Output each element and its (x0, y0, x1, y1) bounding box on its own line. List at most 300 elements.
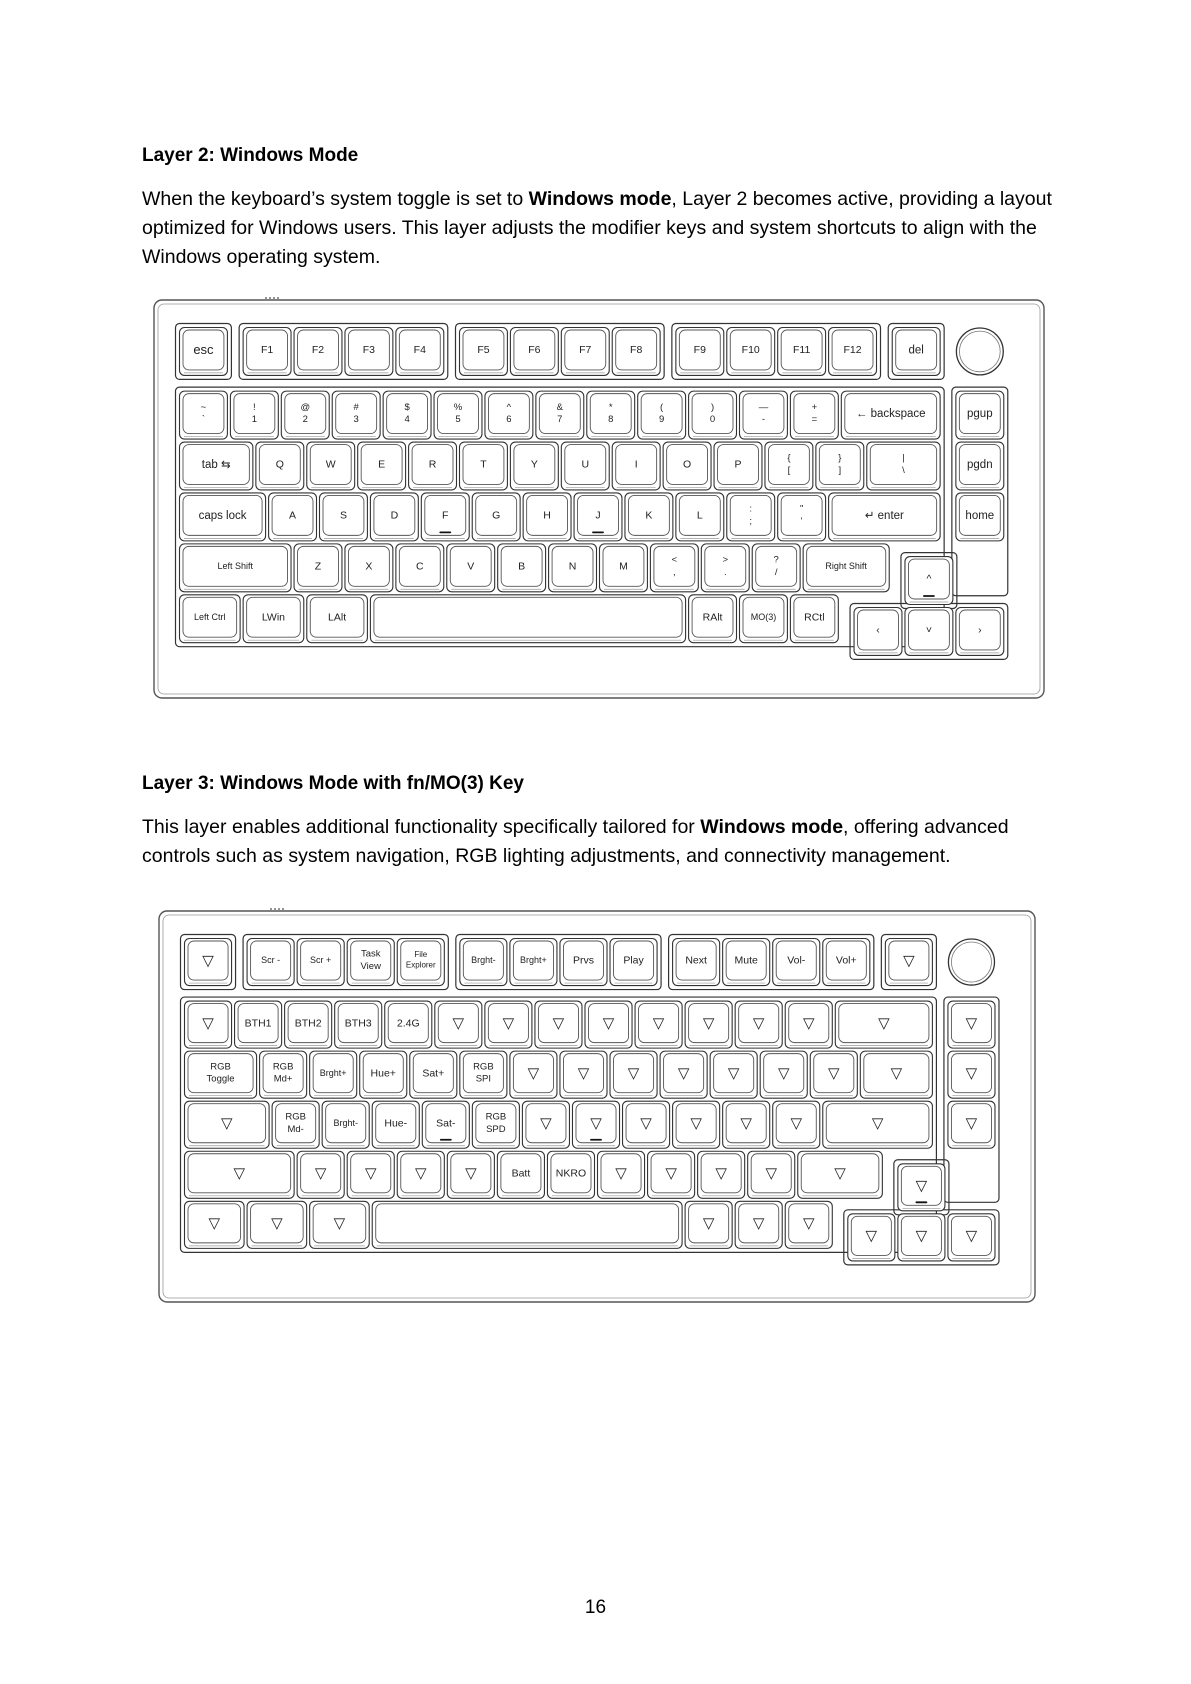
key-symbol (905, 557, 953, 605)
key-symbol (948, 1214, 995, 1261)
key-f9 (676, 328, 724, 376)
key-legend: ▽ (677, 1064, 690, 1082)
key-legend: ▽ (615, 1165, 627, 1183)
key-legend: & (556, 401, 563, 413)
key-brght (510, 939, 557, 986)
key-f12 (829, 328, 877, 376)
key-legend: pgdn (967, 459, 993, 472)
key-legend: F (442, 509, 449, 522)
key-legend: % (453, 401, 463, 413)
emphasis-text: Windows mode (528, 188, 672, 210)
key-symbol (835, 1001, 932, 1048)
key-symbol (885, 939, 932, 986)
key-legend: 5 (455, 414, 461, 426)
rotary-knob (956, 328, 1003, 375)
key-legend: ▽ (890, 1064, 903, 1082)
key-batt (497, 1151, 544, 1198)
key-symbol (598, 1151, 645, 1198)
key-x (345, 544, 393, 592)
key-f8 (612, 328, 660, 376)
key-legend: 2.4G (396, 1017, 420, 1030)
key-symbol (185, 1101, 270, 1148)
key-legend: RGB (485, 1111, 507, 1123)
key-symbol (685, 1201, 732, 1248)
key-sat (410, 1051, 457, 1098)
key-legend: F5 (477, 344, 490, 357)
key-legend: E (378, 458, 386, 471)
key-legend: > (722, 554, 729, 566)
key-legend: F7 (579, 344, 592, 357)
key-legend: Brght- (333, 1117, 358, 1128)
key-f2 (294, 328, 342, 376)
key-legend: tab ⇆ (201, 459, 231, 472)
key-legend: BTH1 (244, 1017, 272, 1030)
key-f1 (243, 328, 291, 376)
key-symbol (810, 1051, 857, 1098)
key-legend: ▽ (202, 1014, 214, 1032)
key-nkro (547, 1151, 594, 1198)
key-hue (372, 1101, 419, 1148)
key-symbol (790, 391, 838, 439)
key-legend: ▽ (271, 1215, 283, 1233)
key-6 (485, 391, 533, 439)
key-legend: Vol- (787, 954, 806, 967)
key-symbol (765, 442, 813, 490)
key-legend: ) (710, 401, 715, 413)
key-legend: Brght+ (319, 1067, 347, 1078)
key-symbol (905, 608, 953, 656)
key-legend: View (360, 961, 381, 973)
key-legend: ▽ (965, 1014, 978, 1032)
key-legend: ? (773, 554, 779, 566)
key-legend: RGB (210, 1061, 231, 1073)
key-legend: I (634, 458, 638, 471)
key-legend: F1 (260, 344, 274, 357)
key-lwin (243, 595, 304, 643)
key-right-shift (803, 544, 889, 592)
key-p (714, 442, 762, 490)
key-symbol (710, 1051, 757, 1098)
key-ralt (689, 595, 737, 643)
key-legend: L (696, 509, 703, 522)
key-g (472, 493, 520, 541)
key-symbol (297, 1151, 344, 1198)
key-symbol (948, 1001, 995, 1048)
key-symbol (685, 1001, 732, 1048)
key-legend: P (734, 458, 742, 471)
key-symbol (898, 1214, 945, 1261)
key-symbol (447, 1151, 494, 1198)
key-symbol (660, 1051, 707, 1098)
key-legend: 4 (404, 414, 410, 426)
key-legend: ▽ (777, 1064, 790, 1082)
key-symbol (560, 1051, 607, 1098)
key-legend: ▽ (903, 952, 915, 970)
key-4 (383, 391, 431, 439)
key-legend: ; (749, 515, 753, 527)
key-legend: ▽ (790, 1114, 803, 1132)
key-legend: 7 (557, 414, 563, 426)
key-legend: ▽ (828, 1064, 840, 1082)
key-legend: LAlt (328, 611, 347, 624)
key-symbol (185, 1001, 232, 1048)
key-legend: ▽ (802, 1215, 815, 1233)
key-rgb-spd (472, 1101, 519, 1148)
key-legend: ▽ (590, 1114, 602, 1132)
key-legend: File (414, 950, 428, 960)
key-legend: ▽ (552, 1014, 565, 1032)
key-f11 (778, 328, 826, 376)
key-legend: @ (300, 401, 311, 413)
key-legend: home (965, 509, 995, 522)
key-legend: Play (623, 954, 644, 967)
key-h (523, 493, 571, 541)
key-legend: S (339, 509, 347, 522)
key-q (256, 442, 304, 490)
key-w (307, 442, 355, 490)
key-legend: Brght+ (520, 955, 547, 966)
key-symbol (522, 1101, 569, 1148)
key-symbol (785, 1001, 832, 1048)
key-legend: Explorer (405, 960, 436, 970)
key-legend: ▽ (965, 1114, 978, 1132)
key-legend: # (353, 401, 359, 413)
key-n (549, 544, 597, 592)
key-legend: ^ (926, 573, 932, 586)
key-legend: del (908, 344, 924, 357)
key-legend: ! (253, 401, 256, 413)
key-legend: Scr + (310, 955, 332, 966)
key-legend: NKRO (555, 1167, 587, 1180)
layer2-description (142, 185, 1072, 272)
key-legend: : (749, 503, 753, 515)
key-legend: ▽ (715, 1165, 727, 1183)
key-symbol (760, 1051, 807, 1098)
key-legend: F3 (362, 344, 376, 357)
key-legend: ← backspace (855, 408, 926, 421)
key-legend: ▽ (752, 1215, 765, 1233)
layer2-keyboard-diagram (153, 299, 1045, 699)
layer3-keyboard-diagram (158, 910, 1036, 1303)
key-symbol (510, 1051, 557, 1098)
key-f10 (727, 328, 775, 376)
key-task-view (347, 939, 394, 986)
key-f3 (345, 328, 393, 376)
key-7 (536, 391, 584, 439)
key-symbol (898, 1164, 945, 1211)
key-pgup (956, 391, 1004, 439)
key-legend: Hue- (384, 1117, 408, 1130)
key-legend: V (467, 560, 475, 573)
key-legend: ▽ (965, 1227, 978, 1245)
key-mo-3 (740, 595, 788, 643)
key-legend: Y (530, 458, 538, 471)
key-2 (281, 391, 329, 439)
key-symbol (948, 1101, 995, 1148)
key-legend: ▽ (527, 1064, 540, 1082)
paragraph-text: This layer enables additional functionality specifically tailored for (142, 816, 701, 838)
key-symbol (610, 1051, 657, 1098)
key-legend: Z (314, 560, 322, 573)
key-b (498, 544, 546, 592)
key-symbol (740, 391, 788, 439)
key-vol (773, 939, 820, 986)
key-legend: ▽ (690, 1114, 702, 1132)
key-legend: ▽ (202, 952, 214, 970)
key-legend: ( (660, 401, 664, 413)
key-legend: RAlt (702, 611, 723, 624)
key-legend: U (581, 458, 590, 471)
key-bth3 (335, 1001, 382, 1048)
key-legend: F2 (311, 344, 325, 357)
key-legend: RGB (272, 1061, 294, 1073)
key-legend: Mute (734, 954, 758, 967)
key-sat (422, 1101, 469, 1148)
key-legend: O (683, 458, 692, 471)
key-legend: Toggle (206, 1073, 235, 1085)
key-symbol (180, 391, 228, 439)
key-legend: LWin (261, 611, 286, 624)
key-y (510, 442, 558, 490)
key-backspace (841, 391, 940, 439)
key-play (610, 939, 657, 986)
key-t (460, 442, 508, 490)
key-legend: ▽ (602, 1014, 615, 1032)
key-symbol (956, 608, 1004, 656)
key-legend: F6 (528, 344, 541, 357)
key-z (294, 544, 342, 592)
key-k (625, 493, 673, 541)
key-f7 (561, 328, 609, 376)
key-vol (823, 939, 870, 986)
key-legend: W (325, 458, 336, 471)
key-legend: ▽ (915, 1177, 928, 1195)
key-left-shift (180, 544, 292, 592)
key-2-4g (385, 1001, 432, 1048)
key-legend: ▽ (233, 1165, 246, 1183)
key-legend: F4 (413, 344, 426, 357)
key-legend: = (811, 414, 818, 426)
key-legend: Right Shift (825, 560, 867, 571)
key-enter (829, 493, 941, 541)
key-legend: < (671, 554, 678, 566)
key-1 (230, 391, 278, 439)
key-lalt (307, 595, 368, 643)
key-brght (322, 1101, 369, 1148)
spacebar-key (370, 595, 685, 643)
key-rctl (790, 595, 838, 643)
key-legend: BTH2 (294, 1017, 322, 1030)
key-legend: + (811, 401, 818, 413)
key-symbol (585, 1001, 632, 1048)
key-d (370, 493, 418, 541)
key-legend: ˅ (925, 624, 932, 637)
key-file-explorer (397, 939, 444, 986)
key-legend: - (761, 414, 766, 426)
key-symbol (435, 1001, 482, 1048)
key-legend: | (902, 452, 905, 464)
key-legend: F8 (630, 344, 643, 357)
key-legend: — (758, 401, 769, 413)
key-legend: . (723, 566, 727, 578)
key-rgb-spi (460, 1051, 507, 1098)
key-s (320, 493, 368, 541)
key-f4 (396, 328, 444, 376)
key-f6 (510, 328, 558, 376)
key-legend: H (543, 509, 551, 522)
key-legend: ~ (200, 401, 207, 413)
key-esc (180, 328, 228, 376)
key-bth1 (235, 1001, 282, 1048)
key-symbol (535, 1001, 582, 1048)
key-3 (332, 391, 380, 439)
key-symbol (778, 493, 826, 541)
key-legend: [ (787, 465, 791, 477)
key-legend: ▽ (221, 1114, 233, 1132)
key-0 (689, 391, 737, 439)
key-symbol (752, 544, 800, 592)
key-legend: G (492, 509, 501, 522)
key-legend: ' (800, 515, 803, 527)
key-legend: Batt (511, 1167, 531, 1180)
key-legend: ^ (506, 401, 512, 413)
key-legend: esc (193, 342, 214, 358)
key-legend: ▽ (871, 1114, 884, 1132)
key-legend: $ (404, 401, 410, 413)
key-legend: Task (360, 948, 381, 960)
key-legend: T (480, 458, 487, 471)
key-symbol (397, 1151, 444, 1198)
key-legend: ▽ (834, 1165, 846, 1183)
key-legend: 1 (251, 414, 258, 426)
key-o (663, 442, 711, 490)
key-legend: D (390, 509, 399, 522)
key-legend: ▽ (652, 1014, 665, 1032)
key-legend: Md+ (273, 1073, 293, 1085)
key-f5 (460, 328, 508, 376)
key-symbol (785, 1201, 832, 1248)
emphasis-text: Windows mode (700, 816, 844, 838)
layer3-heading: Layer 3: Windows Mode with fn/MO(3) Key (142, 773, 524, 794)
key-pgdn (956, 442, 1004, 490)
key-left-ctrl (180, 595, 241, 643)
key-legend: Q (275, 458, 284, 471)
key-symbol (347, 1151, 394, 1198)
key-legend: N (568, 560, 577, 573)
spacebar-key (372, 1201, 682, 1248)
key-legend: ‹ (876, 624, 880, 637)
key-legend: pgup (967, 408, 993, 421)
key-legend: Hue+ (370, 1067, 396, 1080)
key-symbol (798, 1151, 883, 1198)
key-legend: { (787, 452, 791, 464)
key-symbol (247, 1201, 307, 1248)
key-legend: , (673, 566, 676, 578)
key-rgb-md (272, 1101, 319, 1148)
key-legend: \ (902, 465, 905, 477)
key-legend: Scr - (261, 955, 281, 966)
key-legend: 2 (302, 414, 308, 426)
key-bth2 (285, 1001, 332, 1048)
key-legend: SPI (475, 1073, 492, 1085)
key-legend: ▽ (665, 1165, 677, 1183)
key-symbol (735, 1201, 782, 1248)
key-legend: ▽ (727, 1064, 740, 1082)
key-8 (587, 391, 635, 439)
key-legend: ▽ (878, 1014, 890, 1032)
key-legend: Sat- (436, 1117, 456, 1130)
key-legend: A (289, 509, 297, 522)
key-f (421, 493, 469, 541)
key-caps-lock (180, 493, 266, 541)
key-legend: RGB (473, 1061, 494, 1073)
rotary-knob (948, 939, 994, 985)
key-symbol (185, 939, 232, 986)
key-legend: › (978, 624, 982, 637)
key-legend: ▽ (740, 1114, 752, 1132)
key-symbol (823, 1101, 933, 1148)
key-legend: RGB (285, 1111, 306, 1123)
key-legend: ] (838, 465, 842, 477)
key-legend: Left Shift (217, 560, 254, 571)
key-legend: F11 (792, 344, 811, 357)
key-legend: X (365, 560, 373, 573)
key-m (600, 544, 648, 592)
key-symbol (635, 1001, 682, 1048)
key-hue (360, 1051, 407, 1098)
key-symbol (185, 1201, 245, 1248)
key-legend: ▽ (752, 1014, 765, 1032)
key-next (673, 939, 720, 986)
key-symbol (948, 1051, 995, 1098)
key-legend: SPD (486, 1123, 506, 1135)
key-legend: 6 (506, 414, 512, 426)
key-legend: ▽ (965, 1064, 978, 1082)
key-legend: ▽ (540, 1114, 552, 1132)
key-legend: ▽ (627, 1064, 640, 1082)
key-symbol (623, 1101, 670, 1148)
key-legend: ▽ (765, 1165, 777, 1183)
key-legend: Md- (287, 1123, 304, 1135)
key-u (561, 442, 609, 490)
key-legend: ↵ enter (864, 509, 904, 522)
key-legend: B (518, 560, 526, 573)
key-legend: RCtl (804, 611, 825, 624)
paragraph-text: , Layer 2 becomes active, providing a layout optimized for Windows users. This layer adjusts the modifier keys and system shortcuts to align with the Windows operating system. (142, 188, 1052, 268)
key-legend: F9 (693, 344, 706, 357)
key-legend: ▽ (865, 1227, 878, 1245)
key-i (612, 442, 660, 490)
key-legend: Vol+ (835, 954, 857, 967)
key-c (396, 544, 444, 592)
key-legend: ▽ (702, 1215, 715, 1233)
key-legend: ▽ (640, 1114, 652, 1132)
key-legend: C (416, 560, 424, 573)
key-home (956, 493, 1004, 541)
key-symbol (310, 1201, 370, 1248)
key-legend: 9 (658, 414, 665, 426)
key-symbol (185, 1151, 295, 1198)
key-legend: Prvs (572, 954, 594, 967)
key-symbol (816, 442, 864, 490)
key-legend: 3 (353, 414, 359, 426)
key-legend: ▽ (577, 1064, 590, 1082)
key-legend: * (608, 401, 613, 413)
key-symbol (723, 1101, 770, 1148)
key-j (574, 493, 622, 541)
key-brght (460, 939, 507, 986)
key-legend: ` (201, 414, 206, 426)
